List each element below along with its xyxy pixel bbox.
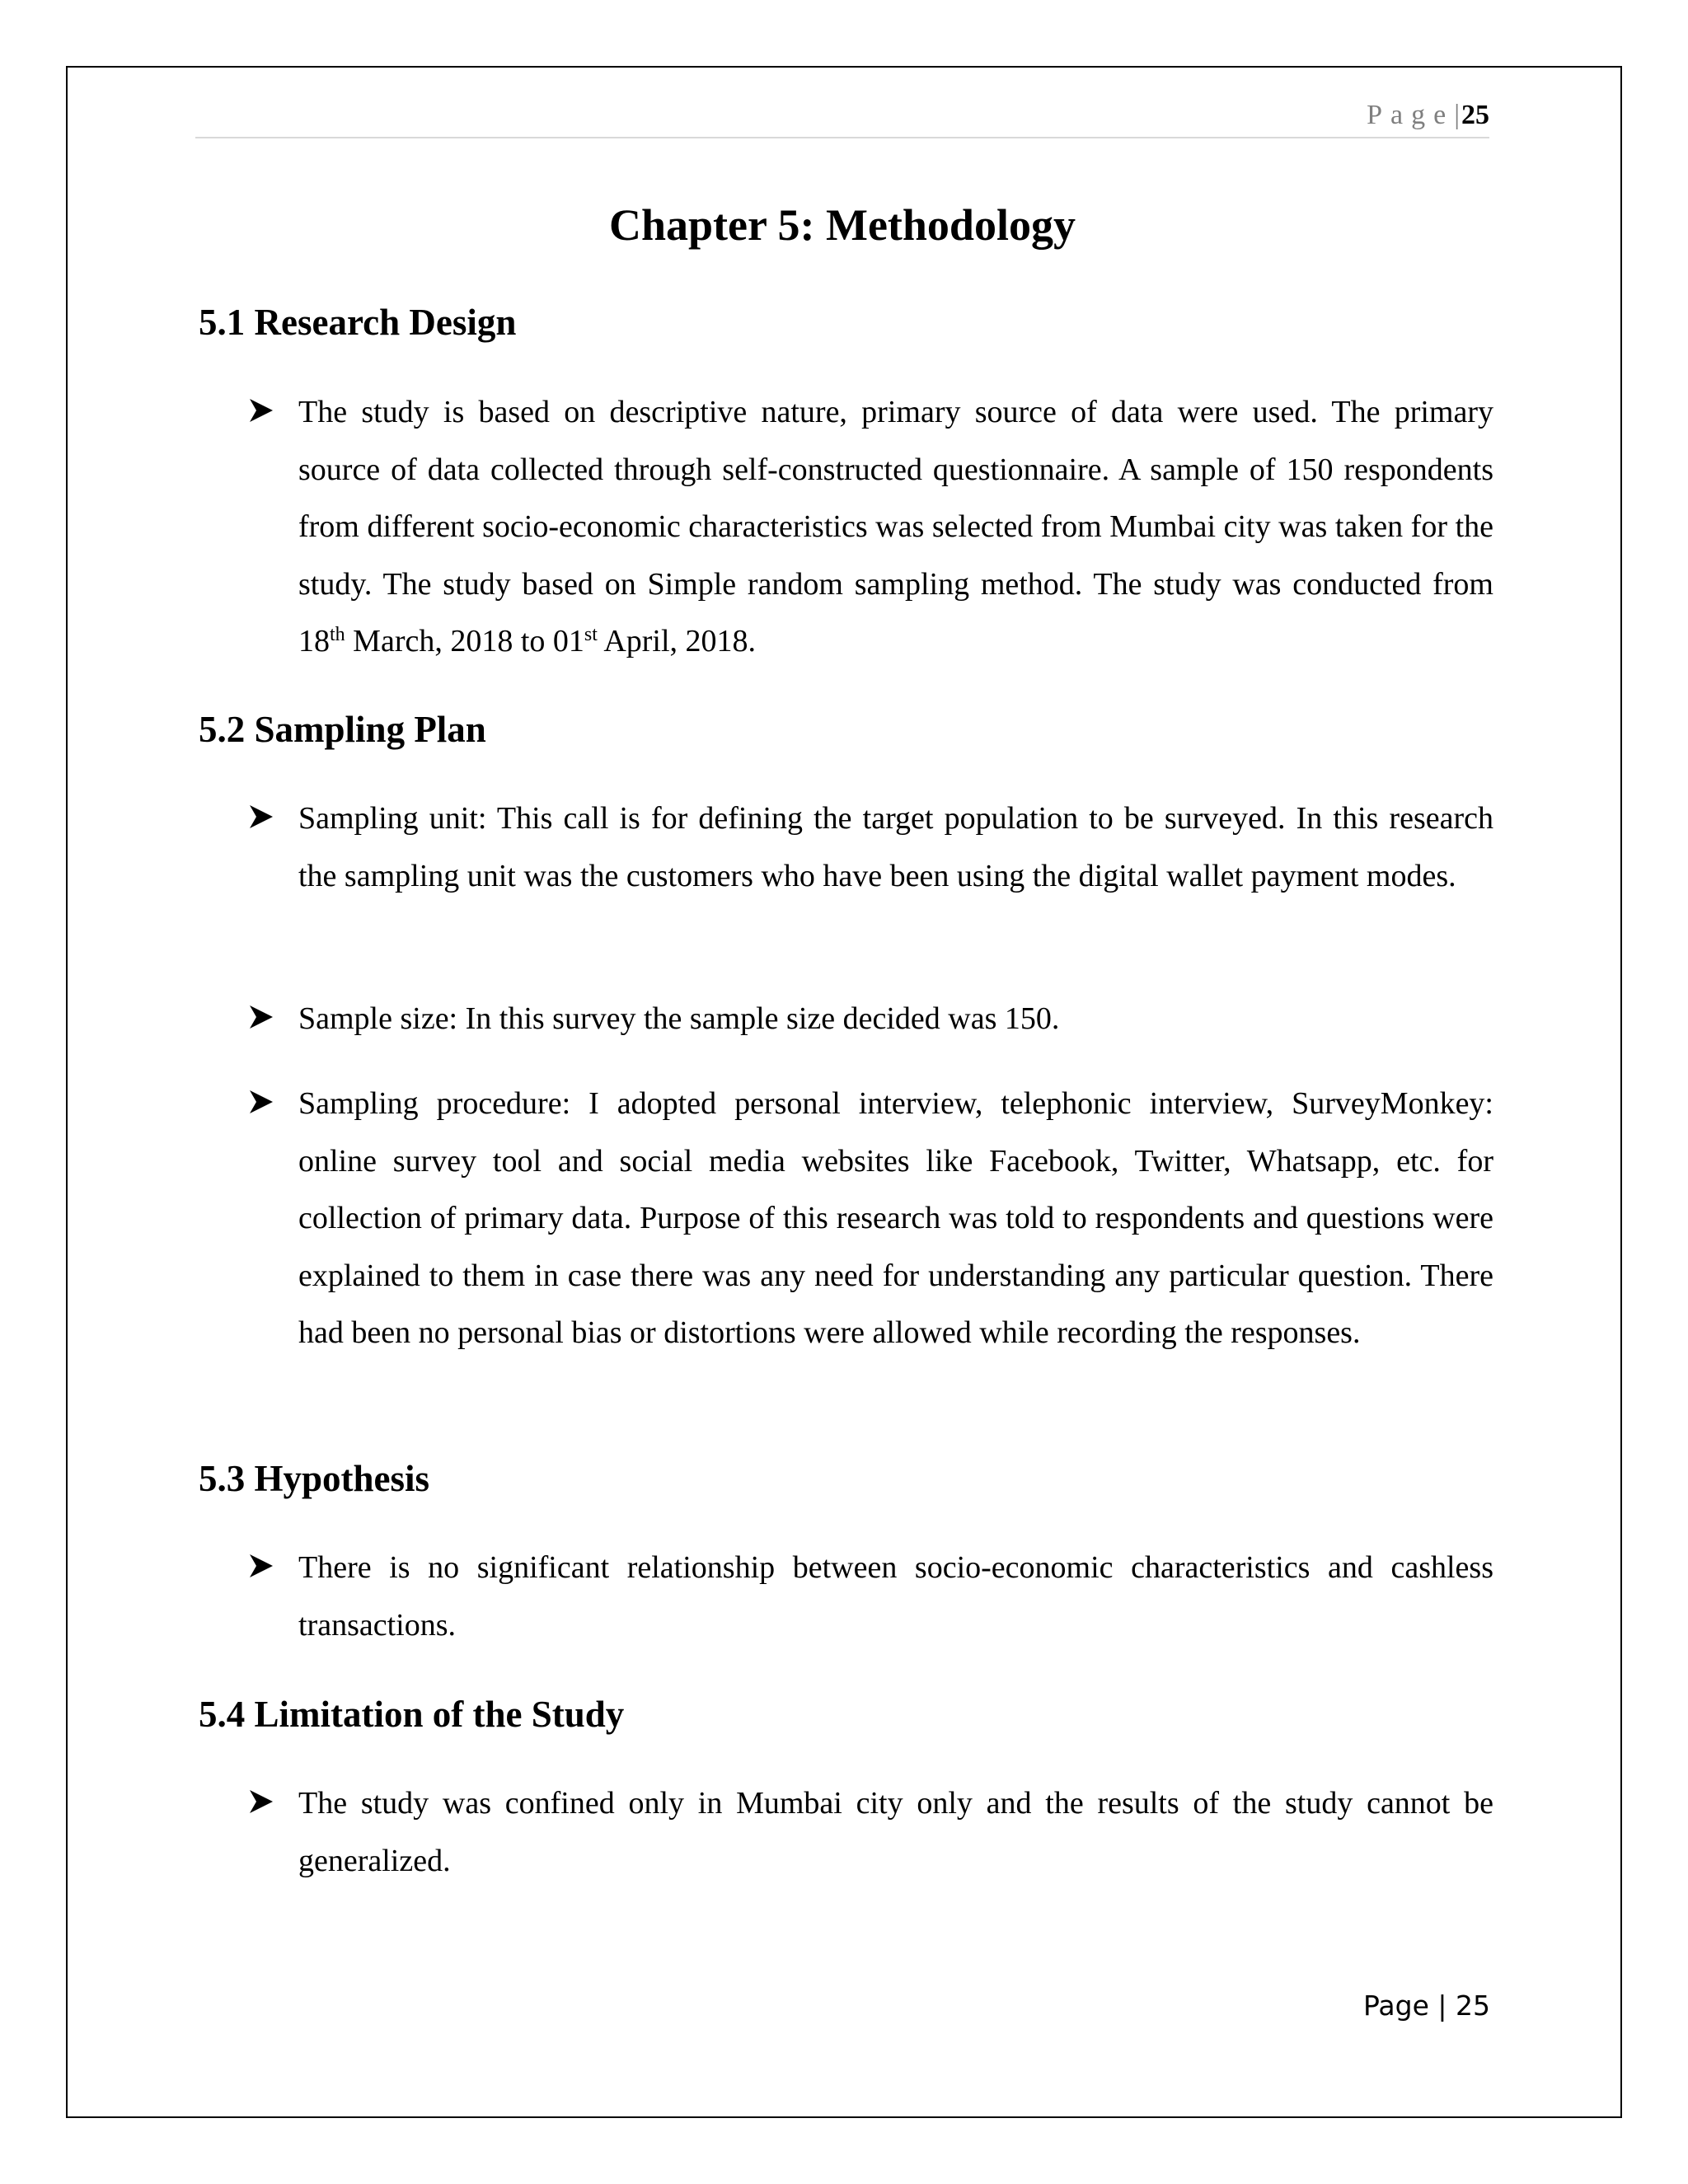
arrowhead-bullet-icon [247, 1003, 275, 1031]
arrowhead-bullet-icon [247, 1552, 275, 1580]
bullet-item [247, 790, 1493, 905]
header-separator: | [1454, 100, 1460, 130]
superscript-st: st [584, 624, 598, 645]
section-heading-hypothesis: 5.3 Hypothesis [199, 1458, 430, 1499]
bullet-text-part: The study is based on descriptive nature, primary source of data were used. The primary source of data collected through self-constructed questionnaire. A sample of 150 respondents from different socio-economic characteristics was selected from Mumbai city was taken for the study. The study based on Simple random sampling method. The study was conducted from 18 [298, 395, 1493, 658]
arrowhead-bullet-icon [247, 1088, 275, 1116]
bullet-item [247, 1076, 1493, 1362]
bullet-item [247, 1540, 1493, 1654]
bullet-text: The study was confined only in Mumbai city only and the results of the study cannot be generalized. [298, 1786, 1493, 1878]
bullet-item [247, 384, 1493, 671]
bullet-text-part: March, 2018 to 01 [345, 624, 584, 658]
arrowhead-bullet-icon [247, 1788, 275, 1816]
arrowhead-bullet-icon [247, 803, 275, 831]
page-footer: Page | 25 [1363, 1990, 1490, 2022]
bullet-text: Sampling unit: This call is for defining the target population to be surveyed. In this research the sampling unit was the customers who have been using the digital wallet payment modes. [298, 801, 1493, 893]
bullet-text-part: April, 2018. [597, 624, 757, 658]
section-heading-limitation: 5.4 Limitation of the Study [199, 1694, 625, 1735]
chapter-title: Chapter 5: Methodology [609, 200, 1076, 250]
section-heading-sampling-plan: 5.2 Sampling Plan [199, 709, 486, 750]
arrowhead-bullet-icon [247, 396, 275, 424]
bullet-text: There is no significant relationship between socio-economic characteristics and cashless transactions. [298, 1550, 1493, 1643]
bullet-text: Sample size: In this survey the sample size decided was 150. [298, 1001, 1060, 1036]
superscript-th: th [330, 624, 345, 645]
bullet-text [298, 384, 1493, 671]
section-heading-research-design: 5.1 Research Design [199, 302, 517, 343]
header-number: 25 [1461, 100, 1489, 130]
bullet-text: Sampling procedure: I adopted personal interview, telephonic interview, SurveyMonkey: online survey tool and social media websites like Facebook, Twitter, Whatsapp, etc. for collection of primary data. Purpose of this research was told to respondents and questions were explained to them in case there was any need for understanding any particular question. There had been no personal bias or distortions were allowed while recording the responses. [298, 1086, 1493, 1350]
page-header [195, 96, 1489, 138]
header-page-word: Page [1367, 100, 1455, 130]
bullet-item [247, 991, 1493, 1048]
bullet-item [247, 1775, 1493, 1890]
header-page-number [1367, 99, 1489, 132]
